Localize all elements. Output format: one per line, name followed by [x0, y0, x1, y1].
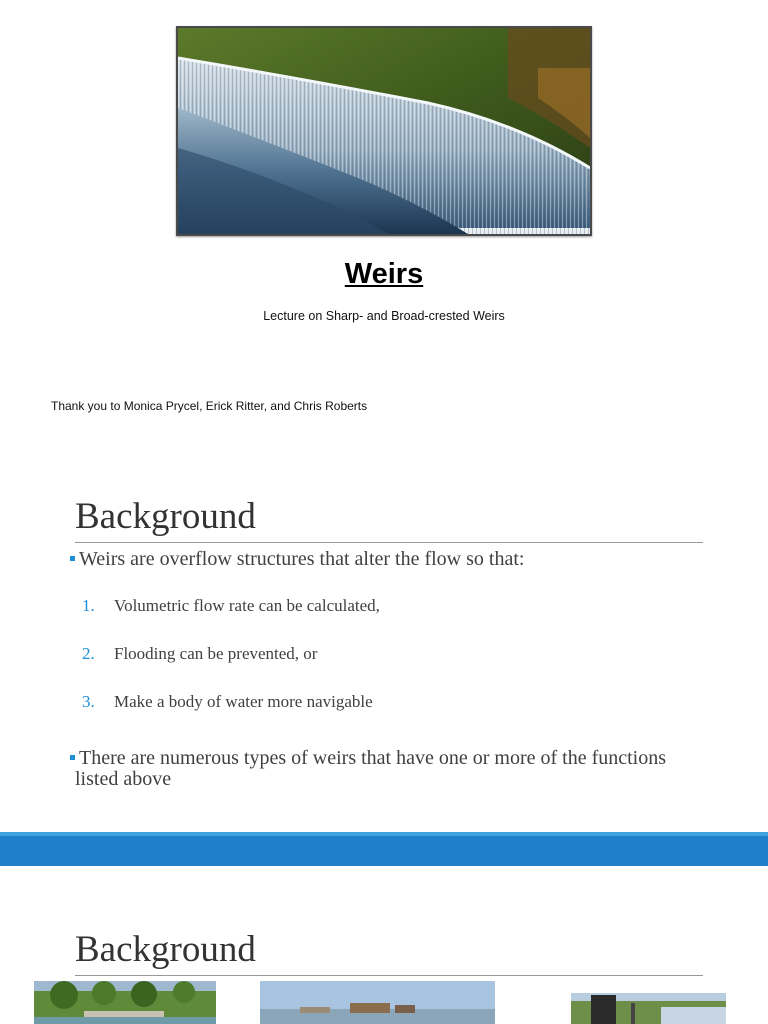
background-slide-2: [0, 866, 768, 1024]
bullet-text-continued: listed above: [75, 768, 172, 790]
presentation-title: Weirs: [344, 258, 424, 290]
slide-title: Background: [75, 929, 256, 970]
bullet-item: [70, 748, 700, 790]
item-number: 3.: [82, 692, 95, 711]
canal-lock-image: [571, 993, 726, 1024]
bullet-text: There are numerous types of weirs that have one or more of the functions: [79, 747, 667, 769]
item-number: 1.: [82, 596, 95, 615]
acknowledgement-text: Thank you to Monica Prycel, Erick Ritter, and Chris Roberts: [51, 399, 368, 413]
bullet-text: Weirs are overflow structures that alter the flow so that:: [79, 548, 525, 570]
background-slide: [0, 440, 768, 833]
title-divider: [75, 542, 703, 543]
waterfall-weir-image: [176, 26, 592, 236]
item-text: Make a body of water more navigable: [114, 692, 373, 711]
title-divider: [75, 975, 703, 976]
item-text: Flooding can be prevented, or: [114, 644, 318, 663]
item-text: Volumetric flow rate can be calculated,: [114, 596, 380, 615]
weir-building-image: [260, 981, 495, 1024]
numbered-item: [82, 596, 380, 616]
numbered-item: [82, 644, 317, 664]
bullet-square-icon: [70, 755, 75, 760]
park-river-image: [34, 981, 216, 1024]
bullet-item: [70, 549, 700, 570]
bullet-square-icon: [70, 556, 75, 561]
title-slide: [0, 0, 768, 440]
slide-separator-band: [0, 836, 768, 866]
slide-title: Background: [75, 496, 256, 537]
item-number: 2.: [82, 644, 95, 663]
presentation-subtitle: Lecture on Sharp- and Broad-crested Weirs: [263, 309, 505, 323]
numbered-item: [82, 692, 373, 712]
